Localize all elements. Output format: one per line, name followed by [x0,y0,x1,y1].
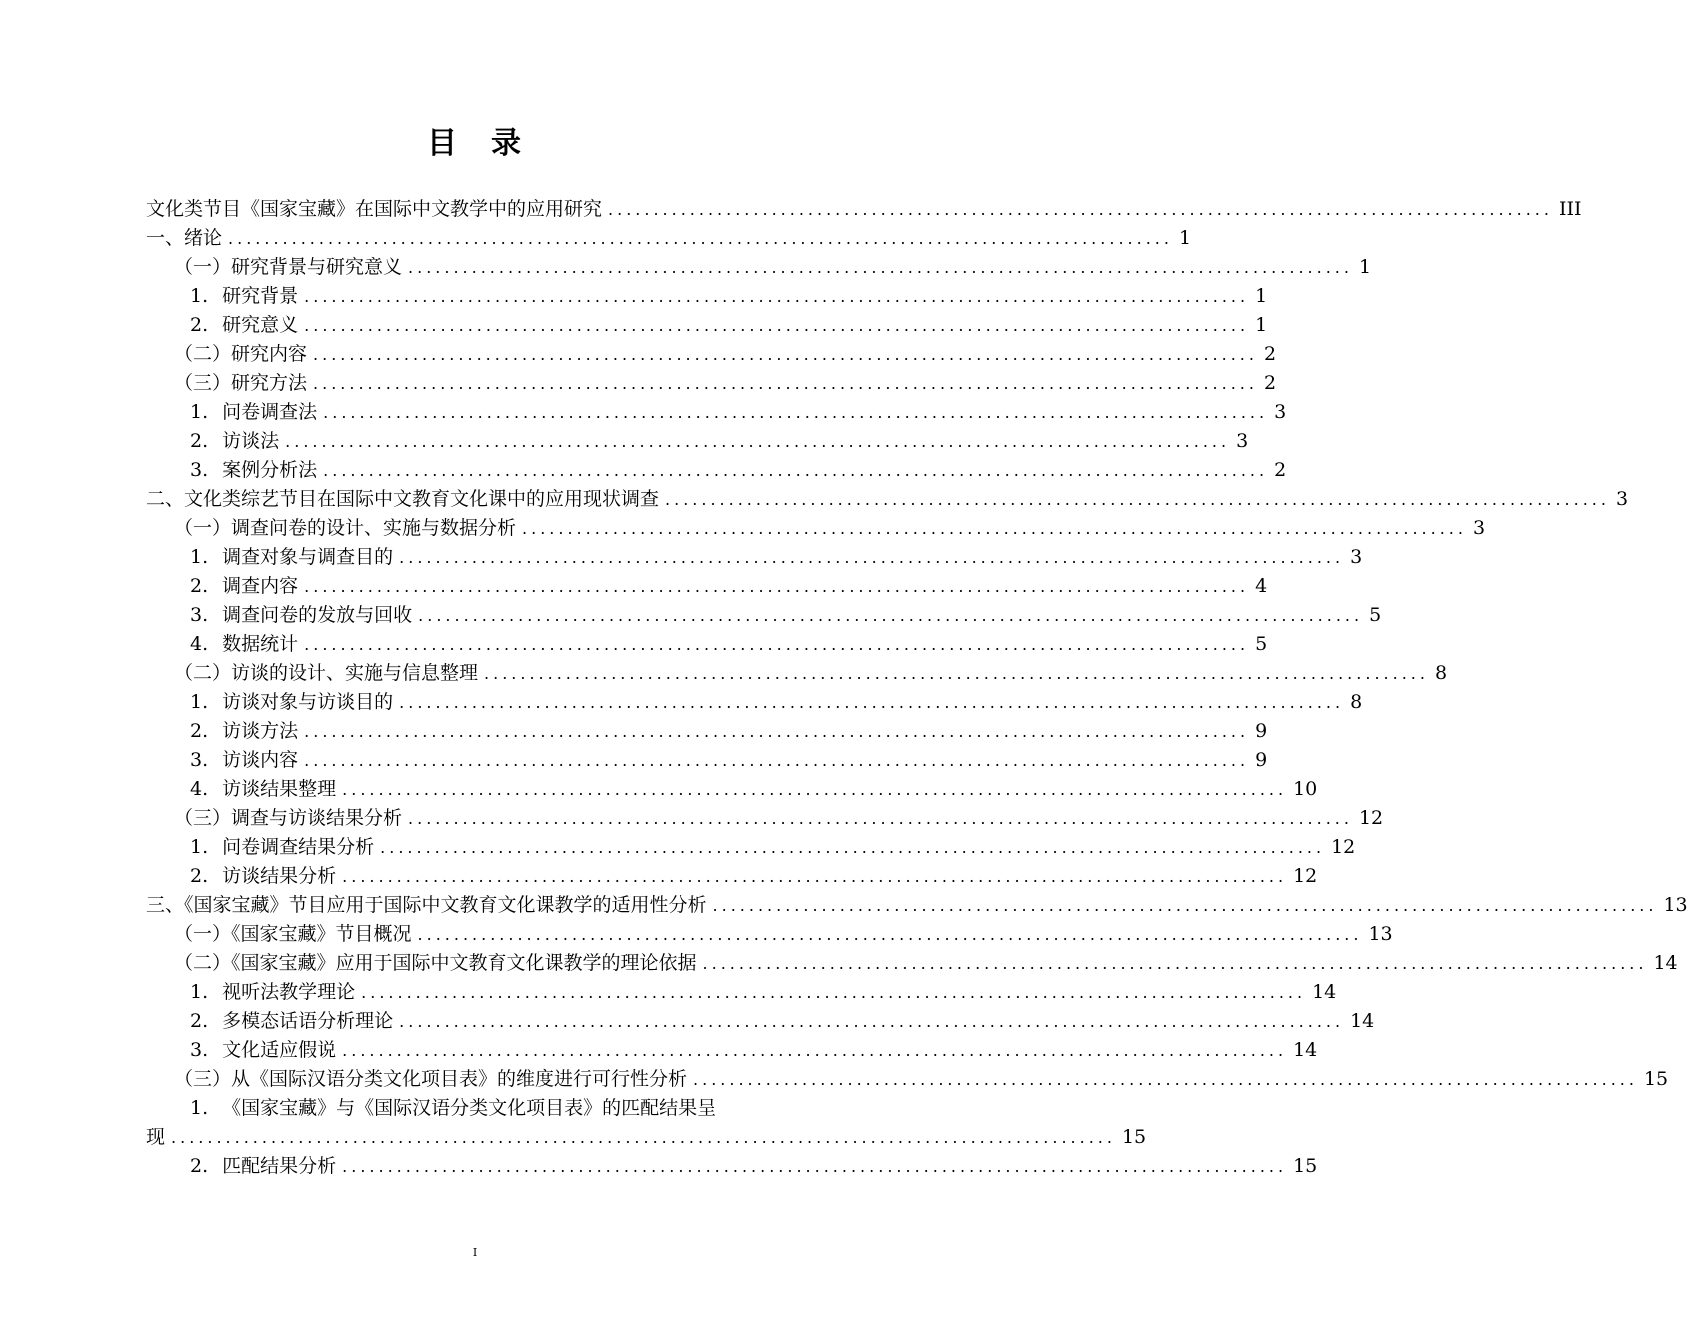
toc-entry[interactable] [146,427,1249,456]
toc-entry-page: 3 [1236,430,1249,452]
toc-entry-page: 13 [1368,923,1393,945]
toc-leader-dots: ........................................................................................................ [313,345,1258,364]
toc-entry-title: （一）《国家宝藏》节目概况 [174,923,412,945]
toc-entry-number: 1. [190,285,209,307]
toc-entry-page: 3 [1472,517,1486,539]
toc-entry-page: 3 [1350,546,1363,568]
toc-entry-number: 4. [190,633,209,655]
toc-entry-title: 研究意义 [222,314,299,336]
toc-entry-page: 1 [1178,227,1192,249]
page-title: 目 录 [427,126,523,161]
toc-entry-page: 15 [1643,1068,1669,1090]
toc-entry[interactable] [146,485,1629,514]
toc-entry-title: 案例分析法 [222,459,318,481]
toc-leader-dots: ........................................................................................................ [399,1012,1345,1031]
toc-entry-title: 问卷调查结果分析 [222,836,375,858]
toc-entry-title: 访谈内容 [222,749,299,771]
toc-entry[interactable] [146,1094,850,1123]
toc-entry-page: 1 [1358,256,1372,278]
toc-entry-title: 调查问卷的发放与回收 [222,604,413,626]
toc-entry-page: 4 [1255,575,1268,597]
table-of-contents [146,195,1688,1181]
toc-entry[interactable] [146,456,1287,485]
toc-leader-dots: ........................................................................................................ [702,954,1648,973]
toc-entry-page: 15 [1121,1126,1147,1148]
toc-leader-dots: ........................................................................................................ [693,1070,1638,1089]
toc-leader-dots: ........................................................................................................ [380,838,1326,857]
toc-entry-number: 1. [190,836,209,858]
toc-entry-page: 14 [1312,981,1337,1003]
toc-entry-title: （二）访谈的设计、实施与信息整理 [174,662,479,684]
toc-leader-dots: ........................................................................................................ [399,693,1345,712]
toc-entry-title: 数据统计 [222,633,299,655]
toc-entry-number: 1. [190,691,209,713]
toc-leader-dots: ........................................................................................................ [304,577,1250,596]
toc-entry[interactable] [146,746,1268,775]
toc-entry-title: 现 [146,1126,166,1148]
toc-leader-dots: ........................................................................................................ [522,519,1467,538]
toc-leader-dots: ........................................................................................................ [304,316,1250,335]
toc-entry[interactable] [146,543,1363,572]
toc-leader-dots: ........................................................................................................ [608,200,1553,219]
toc-entry-number: 2. [190,720,209,742]
toc-leader-dots: ........................................................................................................ [665,490,1610,509]
toc-leader-dots: ........................................................................................................ [313,374,1258,393]
toc-entry-title: 匹配结果分析 [222,1155,337,1177]
toc-entry-page: 15 [1293,1155,1318,1177]
toc-leader-dots: ........................................................................................................ [323,461,1269,480]
toc-entry-title: 调查对象与调查目的 [222,546,394,568]
toc-leader-dots: ........................................................................................................ [304,722,1250,741]
toc-entry-page: 10 [1293,778,1318,800]
toc-entry[interactable] [146,1036,1318,1065]
toc-entry-title: （二）研究内容 [174,343,308,365]
toc-entry-page: 3 [1274,401,1287,423]
toc-leader-dots: ........................................................................................................ [304,287,1250,306]
toc-entry-number: 4. [190,778,209,800]
toc-entry-number: 1. [190,401,209,423]
toc-leader-dots: ........................................................................................................ [712,896,1658,915]
toc-entry-page: 12 [1293,865,1318,887]
toc-entry-page: 2 [1263,372,1277,394]
toc-entry[interactable] [146,920,1393,949]
toc-entry-title: 视听法教学理论 [222,981,356,1003]
toc-entry-title: 访谈方法 [222,720,299,742]
toc-entry-page: 1 [1255,314,1268,336]
toc-leader-dots: ........................................................................................................ [342,867,1288,886]
toc-entry[interactable] [146,804,1384,833]
toc-entry-number: 1. [190,546,209,568]
toc-entry-page: 2 [1263,343,1277,365]
toc-entry-page: 5 [1255,633,1268,655]
toc-entry-page: 9 [1255,749,1268,771]
toc-entry[interactable] [146,398,1287,427]
toc-leader-dots: ........................................................................................................ [399,548,1345,567]
toc-entry-number: 2. [190,1010,209,1032]
toc-entry-title: （一）研究背景与研究意义 [174,256,403,278]
toc-entry[interactable] [146,1123,1147,1152]
toc-entry-title: 文化适应假说 [222,1039,337,1061]
toc-entry[interactable] [146,601,1382,630]
toc-entry-title: （一）调查问卷的设计、实施与数据分析 [174,517,517,539]
toc-entry-page: 14 [1653,952,1678,974]
toc-entry[interactable] [146,369,1277,398]
toc-leader-dots: ........................................................................................................ [342,1157,1288,1176]
toc-leader-dots: ........................................................................................................ [408,809,1353,828]
toc-entry[interactable] [146,949,1678,978]
toc-leader-dots: ........................................................................................................ [304,751,1250,770]
toc-entry-title: （三）研究方法 [174,372,308,394]
toc-leader-dots: ........................................................................................................ [408,258,1353,277]
toc-entry-title: 访谈结果分析 [222,865,337,887]
toc-entry-title: 调查内容 [222,575,299,597]
toc-entry-page: 9 [1255,720,1268,742]
toc-entry-page: 2 [1274,459,1287,481]
toc-entry[interactable] [146,978,1337,1007]
toc-entry[interactable] [146,340,1277,369]
toc-entry-number: 2. [190,314,209,336]
toc-entry-title: 文化类节目《国家宝藏》在国际中文教学中的应用研究 [146,198,603,220]
toc-leader-dots: ........................................................................................................ [417,925,1363,944]
toc-entry[interactable] [146,514,1486,543]
toc-entry-title: 访谈结果整理 [222,778,337,800]
toc-entry[interactable] [146,311,1268,340]
toc-entry[interactable] [146,1007,1375,1036]
toc-entry-page: 8 [1434,662,1448,684]
toc-entry-title: 问卷调查法 [222,401,318,423]
toc-entry[interactable] [146,891,1688,920]
toc-entry-number: 3. [190,1039,209,1061]
toc-entry-page: 8 [1350,691,1363,713]
toc-entry-number: 1. [190,981,209,1003]
toc-entry-number: 2. [190,575,209,597]
toc-entry-title: 访谈法 [222,430,280,452]
toc-entry-title: 二、文化类综艺节目在国际中文教育文化课中的应用现状调查 [146,488,660,510]
toc-leader-dots: ........................................................................................................ [323,403,1269,422]
toc-entry-number: 3. [190,604,209,626]
toc-entry-title: 多模态话语分析理论 [222,1010,394,1032]
toc-entry[interactable] [146,195,1582,224]
toc-leader-dots: ........................................................................................................ [171,1128,1116,1147]
toc-entry-page: III [1558,198,1582,220]
page-number: I [472,1246,478,1259]
toc-entry[interactable] [146,775,1318,804]
toc-entry-number: 1. [190,1097,209,1119]
toc-entry-number: 2. [190,1155,209,1177]
toc-entry[interactable] [146,1065,1669,1094]
toc-entry-page: 3 [1615,488,1629,510]
toc-leader-dots: ........................................................................................................ [304,635,1250,654]
toc-entry-title: 三、《国家宝藏》节目应用于国际中文教育文化课教学的适用性分析 [146,894,707,916]
toc-leader-dots: ........................................................................................................ [342,780,1288,799]
toc-entry[interactable] [146,282,1268,311]
toc-entry-page: 5 [1369,604,1382,626]
toc-entry-title: 研究背景 [222,285,299,307]
toc-entry-page: 14 [1350,1010,1375,1032]
toc-entry[interactable] [146,833,1356,862]
toc-entry[interactable] [146,253,1372,282]
toc-entry-title: （三）从《国际汉语分类文化项目表》的维度进行可行性分析 [174,1068,688,1090]
toc-entry[interactable] [146,224,1192,253]
toc-leader-dots: ........................................................................................................ [418,606,1364,625]
toc-leader-dots: ........................................................................................................ [228,229,1173,248]
toc-entry[interactable] [146,572,1268,601]
toc-entry-number: 3. [190,459,209,481]
toc-leader-dots: ........................................................................................................ [285,432,1231,451]
toc-entry-number: 3. [190,749,209,771]
toc-leader-dots: ........................................................................................................ [342,1041,1288,1060]
toc-leader-dots: ........................................................................................................ [361,983,1307,1002]
toc-entry-page: 12 [1358,807,1384,829]
toc-entry-page: 13 [1663,894,1688,916]
toc-entry[interactable] [146,688,1363,717]
toc-entry[interactable] [146,862,1318,891]
toc-entry[interactable] [146,630,1268,659]
toc-entry-title: （三）调查与访谈结果分析 [174,807,403,829]
toc-entry-title: 访谈对象与访谈目的 [222,691,394,713]
toc-entry[interactable] [146,1152,1318,1181]
toc-entry-number: 2. [190,430,209,452]
toc-entry-page: 14 [1293,1039,1318,1061]
toc-entry-page: 12 [1331,836,1356,858]
toc-entry-title: （二）《国家宝藏》应用于国际中文教育文化课教学的理论依据 [174,952,697,974]
toc-entry-page: 1 [1255,285,1268,307]
toc-entry-number: 2. [190,865,209,887]
toc-leader-dots: ........................................................................................................ [484,664,1429,683]
toc-entry[interactable] [146,717,1268,746]
toc-entry-title: 《国家宝藏》与《国际汉语分类文化项目表》的匹配结果呈 [222,1097,717,1119]
toc-entry[interactable] [146,659,1448,688]
toc-entry-title: 一、绪论 [146,227,223,249]
